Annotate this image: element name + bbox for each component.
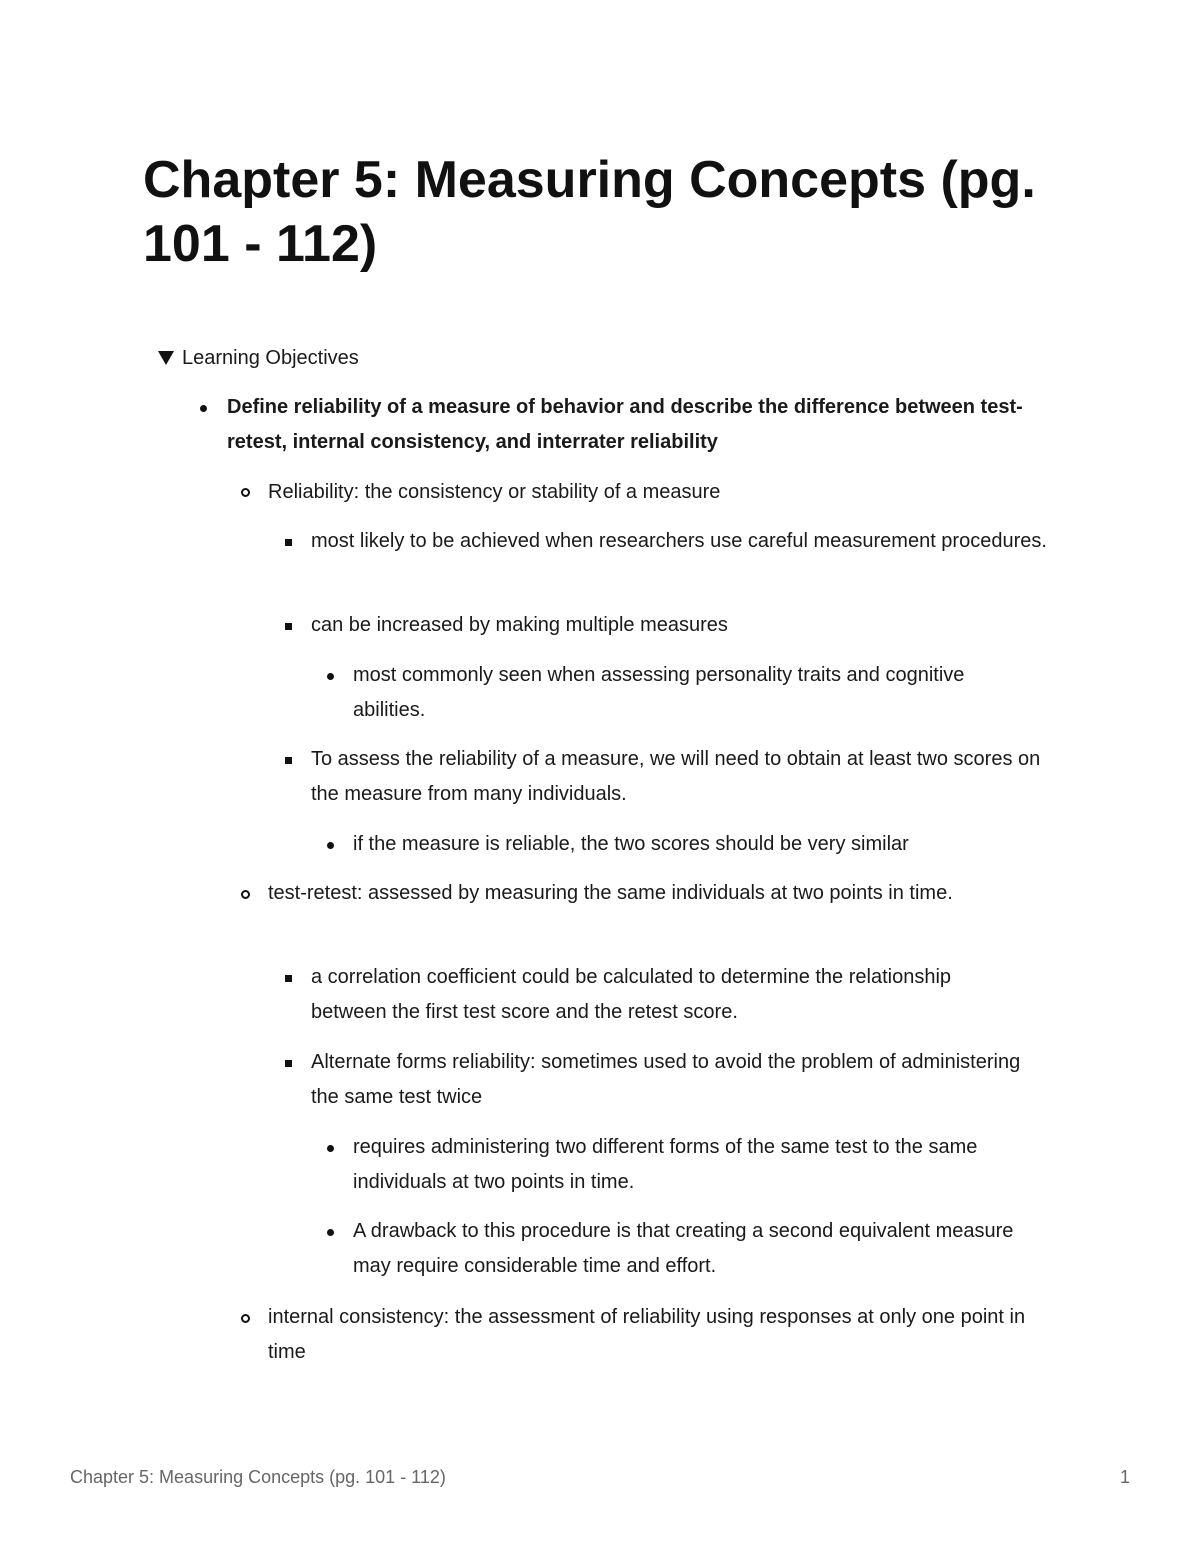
disc-bullet-icon xyxy=(327,842,334,849)
list-item-personality-traits: most commonly seen when assessing personality traits and cognitive abilities. xyxy=(353,664,965,721)
page-number: 1 xyxy=(1119,1467,1130,1487)
list-item-two-forms: requires administering two different forms of the same test to the same individuals at two points in time. xyxy=(353,1136,978,1193)
list-item-careful-procedures: most likely to be achieved when researchers use careful measurement procedures. xyxy=(311,530,1047,552)
list-item-drawback: A drawback to this procedure is that creating a second equivalent measure may require considerable time and effort. xyxy=(353,1220,1014,1277)
list-item-correlation: a correlation coefficient could be calculated to determine the relationship between the first test score and the retest score. xyxy=(311,966,952,1023)
triangle-down-icon[interactable] xyxy=(158,351,174,365)
circle-bullet-icon xyxy=(241,1314,250,1323)
square-bullet-icon xyxy=(285,623,292,630)
square-bullet-icon xyxy=(285,1060,292,1067)
disc-bullet-icon xyxy=(200,405,207,412)
footer-title: Chapter 5: Measuring Concepts (pg. 101 - 112) xyxy=(70,1467,446,1487)
list-item-multiple-measures: can be increased by making multiple measures xyxy=(311,614,728,636)
circle-bullet-icon xyxy=(241,488,250,497)
circle-bullet-icon xyxy=(241,890,250,899)
disc-bullet-icon xyxy=(327,673,334,680)
learning-objectives-toggle[interactable] xyxy=(158,344,359,372)
square-bullet-icon xyxy=(285,975,292,982)
list-item-scores-similar: if the measure is reliable, the two scores should be very similar xyxy=(353,833,909,855)
square-bullet-icon xyxy=(285,539,292,546)
list-item-test-retest: test-retest: assessed by measuring the same individuals at two points in time. xyxy=(268,882,953,904)
disc-bullet-icon xyxy=(327,1229,334,1236)
square-bullet-icon xyxy=(285,757,292,764)
list-item-alternate-forms: Alternate forms reliability: sometimes used to avoid the problem of administering the same test twice xyxy=(311,1051,1021,1108)
list-item-internal-consistency: internal consistency: the assessment of reliability using responses at only one point in time xyxy=(268,1306,1026,1363)
page-title: Chapter 5: Measuring Concepts (pg. 101 - 112) xyxy=(143,151,1036,273)
toggle-label: Learning Objectives xyxy=(182,347,359,369)
list-item-two-scores: To assess the reliability of a measure, we will need to obtain at least two scores on the measure from many individuals. xyxy=(311,748,1041,805)
list-item-reliability: Reliability: the consistency or stability of a measure xyxy=(268,481,721,503)
list-item-objective: Define reliability of a measure of behavior and describe the difference between test-retest, internal consistency, and interrater reliability xyxy=(227,396,1023,453)
disc-bullet-icon xyxy=(327,1145,334,1152)
